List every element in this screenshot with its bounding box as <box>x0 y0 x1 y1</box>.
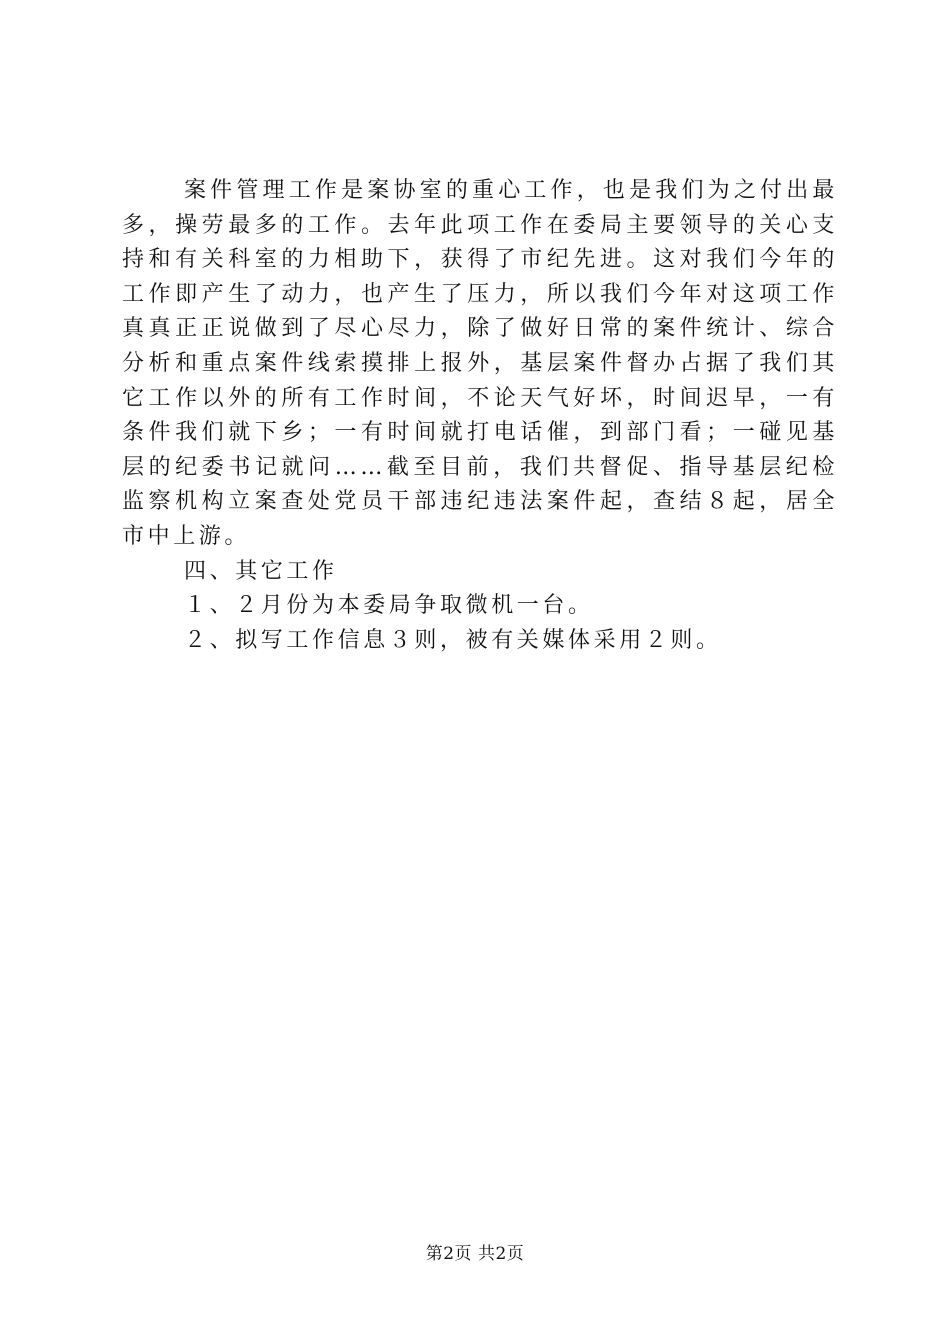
paragraph-line: 多，操劳最多的工作。去年此项工作在委局主要领导的关心支 <box>122 212 838 238</box>
list-item: ２、拟写工作信息３则，被有关媒体采用２则。 <box>184 627 722 653</box>
paragraph-line: 分析和重点案件线索摸排上报外，基层案件督办占据了我们其 <box>122 350 838 376</box>
paragraph-line: 持和有关科室的力相助下，获得了市纪先进。这对我们今年的 <box>122 247 838 273</box>
paragraph-line: 真真正正说做到了尽心尽力，除了做好日常的案件统计、综合 <box>122 316 838 342</box>
document-body <box>122 174 838 658</box>
paragraph-line: 案件管理工作是案协室的重心工作，也是我们为之付出最 <box>184 178 838 203</box>
section-heading: 四、其它工作 <box>184 558 338 584</box>
list-item: １、２月份为本委局争取微机一台。 <box>184 593 594 619</box>
paragraph-line: 条件我们就下乡；一有时间就打电话催，到部门看；一碰见基 <box>122 420 838 446</box>
paragraph-line: 工作即产生了动力，也产生了压力，所以我们今年对这项工作 <box>122 281 838 307</box>
paragraph-line: 监察机构立案查处党员干部违纪违法案件起，查结８起，居全 <box>122 489 838 515</box>
paragraph-line: 层的纪委书记就问……截至目前，我们共督促、指导基层纪检 <box>122 454 838 480</box>
paragraph-line: 它工作以外的所有工作时间，不论天气好坏，时间迟早，一有 <box>122 385 838 411</box>
paragraph-line: 市中上游。 <box>122 523 251 549</box>
page-number-footer: 第2页 共2页 <box>425 1244 525 1264</box>
